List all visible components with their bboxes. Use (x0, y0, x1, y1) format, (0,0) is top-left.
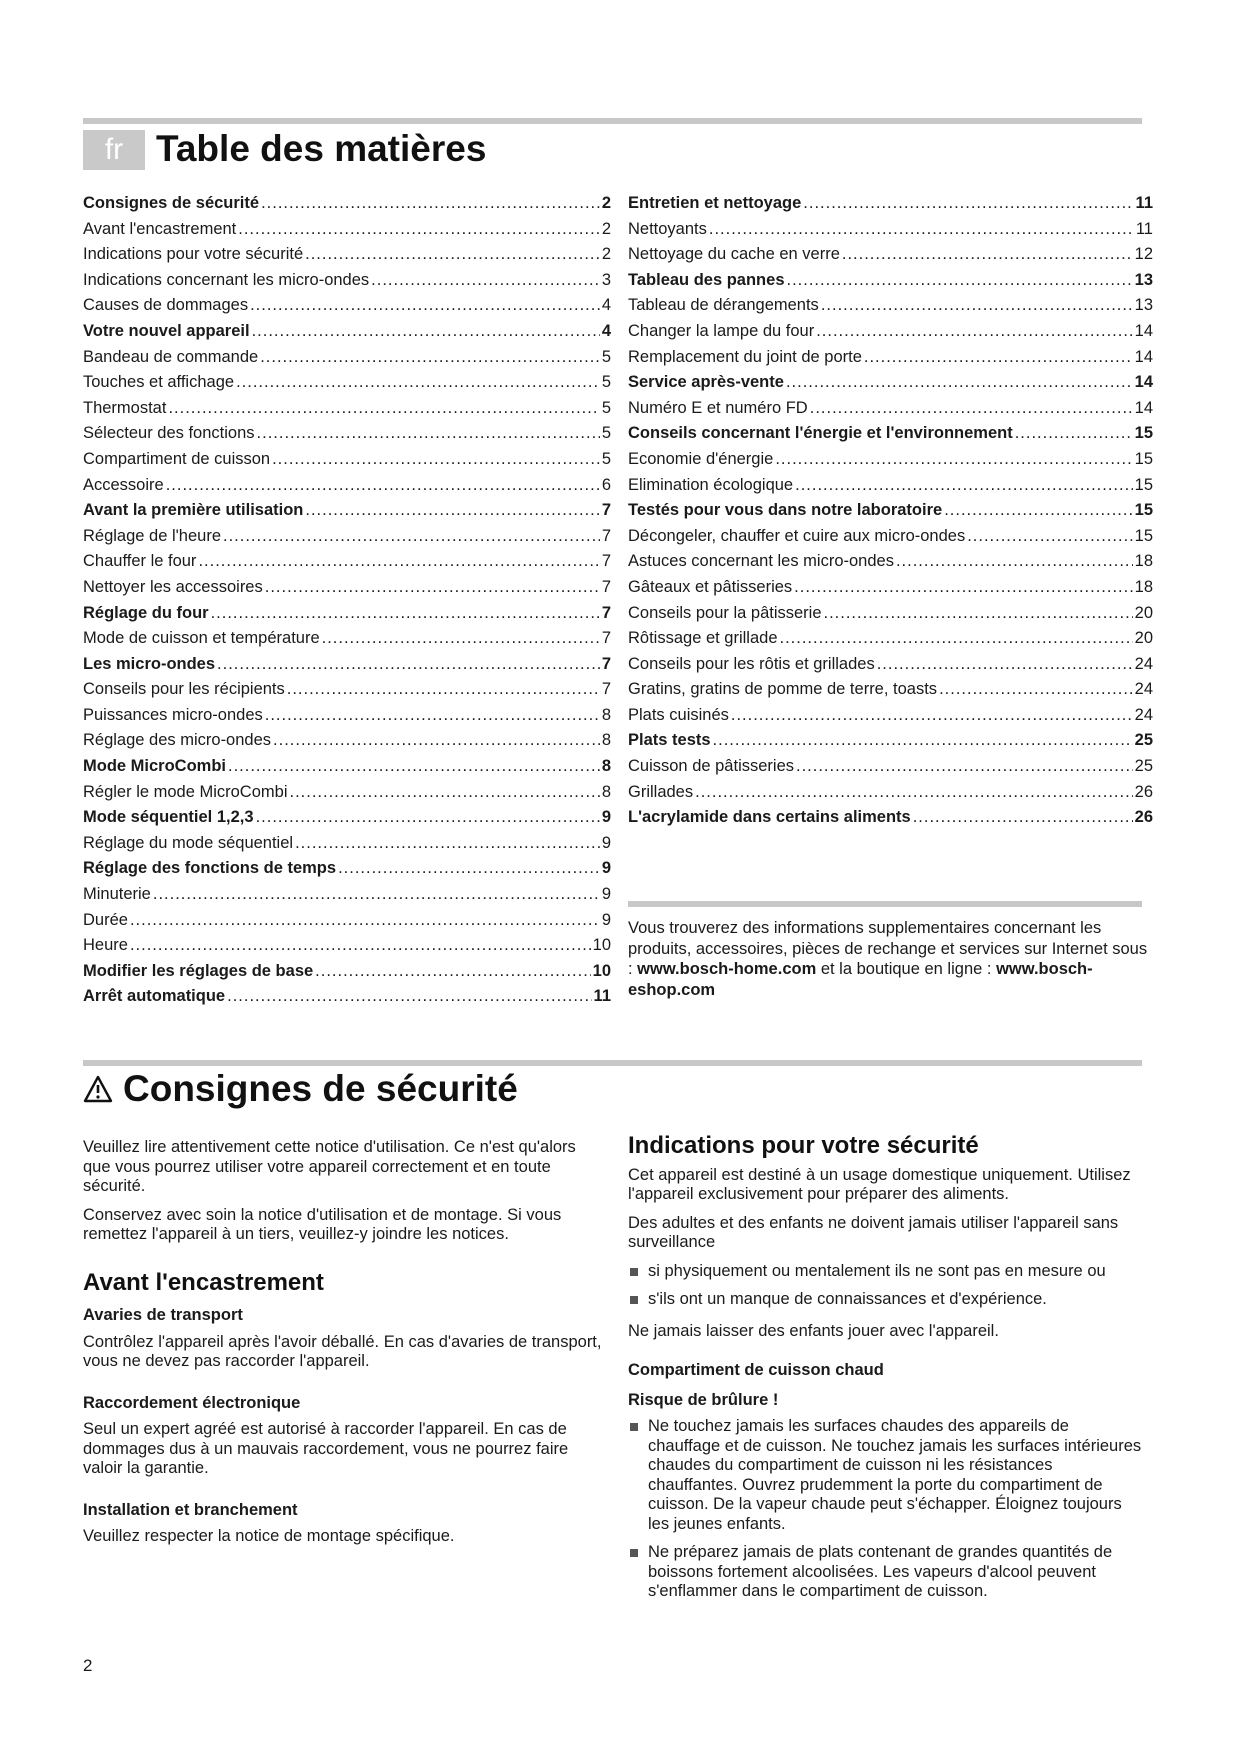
toc-entry[interactable] (628, 348, 1153, 374)
toc-leader-dots (273, 731, 600, 750)
toc-entry-page: 6 (601, 475, 611, 494)
toc-leader-dots (795, 476, 1133, 495)
toc-entry[interactable] (628, 783, 1153, 809)
toc-leader-dots (939, 680, 1133, 699)
toc-entry[interactable] (628, 271, 1153, 297)
toc-entry[interactable] (83, 834, 611, 860)
info-text-2: et la boutique en ligne : (816, 960, 997, 978)
toc-entry[interactable] (628, 629, 1153, 655)
toc-entry[interactable] (83, 322, 611, 348)
info-text-1: Vous trouverez des informations supplementaires concernant les produits, accessoires, pièces de rechange et services sur Internet sous : (628, 919, 1148, 978)
toc-entry-label: Nettoyage du cache en verre (628, 245, 840, 264)
safety-intro-2: Conservez avec soin la notice d'utilisation et de montage. Si vous remettez l'appareil à un tiers, veuillez-y joindre les notices. (83, 1205, 562, 1243)
toc-entry-label: Chauffer le four (83, 552, 197, 571)
toc-leader-dots (1015, 424, 1133, 443)
toc-entry[interactable] (628, 245, 1153, 271)
toc-leader-dots (211, 604, 600, 623)
toc-leader-dots (786, 373, 1133, 392)
toc-entry[interactable] (83, 911, 611, 937)
toc-leader-dots (695, 783, 1133, 802)
toc-entry-label: Mode de cuisson et température (83, 629, 320, 648)
toc-entry[interactable] (628, 731, 1153, 757)
transport-text: Contrôlez l'appareil après l'avoir déballé. En cas d'avaries de transport, vous ne devez pas raccorder l'appareil. (83, 1332, 602, 1370)
toc-entry[interactable] (83, 271, 611, 297)
toc-entry[interactable] (628, 501, 1153, 527)
toc-entry-label: Touches et affichage (83, 373, 235, 392)
toc-entry-page: 14 (1134, 373, 1153, 392)
toc-entry-label: Tableau de dérangements (628, 296, 819, 315)
toc-entry-page: 11 (593, 987, 611, 1006)
install-text: Veuillez respecter la notice de montage spécifique. (83, 1527, 455, 1545)
toc-leader-dots (252, 322, 600, 341)
info-rule (628, 901, 1142, 907)
toc-entry-page: 15 (1134, 424, 1153, 443)
toc-leader-dots (260, 348, 600, 367)
safety-intro-1: Veuillez lire attentivement cette notice d'utilisation. Ce n'est qu'alors que vous pourrez utiliser votre appareil correctement et en toute sécurité. (83, 1138, 576, 1195)
toc-entry-label: Minuterie (83, 885, 151, 904)
toc-entry[interactable] (83, 220, 611, 246)
toc-leader-dots (913, 808, 1133, 827)
toc-entry-page: 9 (601, 808, 611, 827)
toc-leader-dots (803, 194, 1133, 213)
toc-entry-label: Conseils pour les rôtis et grillades (628, 654, 875, 673)
toc-entry-page: 5 (601, 424, 611, 443)
toc-entry-label: Elimination écologique (628, 475, 794, 494)
toc-entry-label: Nettoyer les accessoires (83, 577, 263, 596)
toc-entry-label: Mode MicroCombi (83, 757, 226, 776)
toc-entry[interactable] (628, 808, 1153, 834)
toc-entry-label: Réglage du four (83, 603, 209, 622)
toc-entry-label: Economie d'énergie (628, 449, 774, 468)
toc-entry[interactable] (83, 629, 611, 655)
toc-leader-dots (821, 296, 1133, 315)
info-box (628, 918, 1148, 1000)
toc-entry-page: 26 (1134, 782, 1153, 801)
indications-heading: Indications pour votre sécurité (628, 1132, 979, 1159)
toc-entry-label: Cuisson de pâtisseries (628, 757, 794, 776)
toc-entry-page: 11 (1135, 194, 1153, 212)
toc-entry-label: Thermostat (83, 398, 167, 417)
toc-leader-dots (864, 348, 1133, 367)
toc-entry[interactable] (628, 655, 1153, 681)
raccord-text: Seul un expert agréé est autorisé à raccorder l'appareil. En cas de dommages dus à un mauvais raccordement, vous ne pourrez faire valoir la garantie. (83, 1420, 569, 1477)
toc-entry[interactable] (83, 578, 611, 604)
toc-entry[interactable] (83, 476, 611, 502)
toc-entry[interactable] (628, 604, 1153, 630)
toc-leader-dots (944, 501, 1132, 520)
toc-entry-label: Votre nouvel appareil (83, 321, 250, 340)
toc-right-column (628, 194, 1153, 834)
toc-entry-page: 7 (601, 577, 611, 596)
toc-entry[interactable] (83, 757, 611, 783)
language-tag: fr (83, 130, 145, 170)
toc-entry-label: Réglage du mode séquentiel (83, 833, 294, 852)
toc-top-rule (83, 118, 1142, 124)
toc-entry-label: Mode séquentiel 1,2,3 (83, 808, 254, 827)
install-heading: Installation et branchement (83, 1500, 298, 1519)
toc-entry-page: 15 (1134, 449, 1153, 468)
toc-entry-label: Numéro E et numéro FD (628, 398, 808, 417)
toc-entry-page: 12 (1134, 245, 1153, 264)
toc-leader-dots (315, 962, 590, 981)
toc-leader-dots (238, 220, 600, 239)
toc-entry[interactable] (83, 680, 611, 706)
toc-entry[interactable] (83, 194, 611, 220)
indications-text-1: Cet appareil est destiné à un usage domestique uniquement. Utilisez l'appareil exclusivement pour préparer des aliments. (628, 1165, 1131, 1203)
toc-entry-page: 7 (601, 603, 611, 622)
toc-leader-dots (287, 680, 600, 699)
toc-entry-label: L'acrylamide dans certains aliments (628, 808, 911, 827)
toc-entry[interactable] (83, 527, 611, 553)
toc-entry-label: Gratins, gratins de pomme de terre, toasts (628, 680, 938, 699)
toc-entry-label: Service après-vente (628, 373, 784, 392)
toc-entry-page: 4 (601, 321, 611, 340)
toc-entry-page: 20 (1134, 603, 1153, 622)
toc-entry-page: 8 (601, 731, 611, 750)
chaud-heading: Compartiment de cuisson chaud (628, 1361, 884, 1379)
toc-entry-page: 11 (1135, 219, 1153, 238)
toc-entry-label: Durée (83, 910, 128, 929)
toc-leader-dots (780, 629, 1133, 648)
toc-entry-label: Nettoyants (628, 219, 707, 238)
list-item (628, 1417, 1143, 1534)
toc-entry-label: Conseils pour la pâtisserie (628, 603, 822, 622)
toc-entry-label: Causes de dommages (83, 296, 249, 315)
toc-entry-label: Modifier les réglages de base (83, 961, 314, 980)
toc-entry[interactable] (83, 962, 611, 988)
toc-entry-page: 8 (601, 705, 611, 724)
toc-leader-dots (731, 706, 1133, 725)
toc-leader-dots (787, 271, 1133, 290)
toc-entry-page: 13 (1134, 270, 1153, 289)
toc-entry[interactable] (628, 220, 1153, 246)
toc-entry-label: Entretien et nettoyage (628, 194, 802, 212)
toc-entry[interactable] (83, 731, 611, 757)
toc-entry[interactable] (628, 194, 1153, 220)
toc-leader-dots (967, 527, 1132, 546)
toc-entry-page: 9 (601, 910, 611, 929)
toc-leader-dots (250, 296, 600, 315)
toc-entry-label: Avant la première utilisation (83, 501, 304, 520)
raccord-heading: Raccordement électronique (83, 1393, 301, 1412)
toc-entry-label: Consignes de sécurité (83, 194, 260, 212)
toc-entry-label: Indications pour votre sécurité (83, 245, 304, 264)
bosch-home-link[interactable]: www.bosch-home.com (637, 960, 817, 978)
toc-leader-dots (168, 399, 599, 418)
toc-leader-dots (166, 476, 600, 495)
bullet-icon (630, 1549, 638, 1557)
toc-entry-page: 2 (601, 245, 611, 264)
toc-entry-label: Rôtissage et grillade (628, 629, 778, 648)
brulure-heading: Risque de brûlure ! (628, 1390, 779, 1409)
toc-leader-dots (290, 783, 600, 802)
toc-leader-dots (305, 245, 600, 264)
toc-entry-page: 10 (592, 936, 611, 955)
toc-entry-label: Les micro-ondes (83, 654, 216, 673)
toc-entry[interactable] (83, 655, 611, 681)
list-item (628, 1543, 1143, 1602)
toc-entry[interactable] (83, 373, 611, 399)
toc-entry-label: Accessoire (83, 475, 164, 494)
safety-title (83, 1068, 518, 1110)
toc-entry[interactable] (83, 424, 611, 450)
toc-entry-label: Avant l'encastrement (83, 219, 237, 238)
toc-leader-dots (217, 655, 600, 674)
toc-entry-page: 7 (601, 629, 611, 648)
toc-leader-dots (810, 399, 1133, 418)
toc-leader-dots (265, 706, 600, 725)
toc-leader-dots (261, 194, 600, 213)
toc-entry-label: Gâteaux et pâtisseries (628, 577, 793, 596)
toc-entry-label: Grillades (628, 782, 694, 801)
toc-entry[interactable] (83, 399, 611, 425)
bullet-icon (630, 1268, 638, 1276)
toc-entry[interactable] (628, 527, 1153, 553)
toc-entry[interactable] (628, 578, 1153, 604)
toc-leader-dots (130, 936, 591, 955)
toc-entry-page: 24 (1134, 654, 1153, 673)
toc-leader-dots (227, 987, 591, 1006)
toc-entry-page: 9 (601, 833, 611, 852)
toc-entry-page: 14 (1134, 398, 1153, 417)
toc-entry[interactable] (83, 245, 611, 271)
warning-icon (83, 1075, 113, 1103)
toc-entry-label: Conseils pour les récipients (83, 680, 285, 699)
toc-entry-label: Sélecteur des fonctions (83, 424, 255, 443)
toc-leader-dots (816, 322, 1132, 341)
toc-entry-page: 7 (601, 501, 611, 520)
toc-entry-page: 15 (1134, 526, 1153, 545)
toc-entry[interactable] (628, 552, 1153, 578)
toc-entry-label: Testés pour vous dans notre laboratoire (628, 501, 943, 520)
toc-leader-dots (295, 834, 600, 853)
bullet-text: Ne touchez jamais les surfaces chaudes des appareils de chauffage et de cuisson. Ne touchez jamais les surfaces intérieures chaudes du compartiment de cuisson ni les résistances chauffantes. Ouvrez prudemment la porte du compartiment de cuisson. De la vapeur chaude peut s'échapper. Éloignez toujours les jeunes enfants. (648, 1417, 1142, 1533)
toc-leader-dots (371, 271, 600, 290)
toc-entry-label: Indications concernant les micro-ondes (83, 270, 370, 289)
toc-entry[interactable] (628, 373, 1153, 399)
toc-entry-label: Réglage de l'heure (83, 526, 222, 545)
toc-entry-page: 25 (1134, 757, 1153, 776)
toc-entry[interactable] (628, 476, 1153, 502)
toc-entry-page: 9 (601, 859, 611, 878)
toc-leader-dots (796, 757, 1133, 776)
page-number: 2 (83, 1656, 93, 1675)
toc-entry-page: 18 (1134, 552, 1153, 571)
toc-entry[interactable] (83, 936, 611, 962)
toc-entry[interactable] (83, 450, 611, 476)
toc-leader-dots (130, 911, 600, 930)
toc-entry[interactable] (83, 885, 611, 911)
bullet-icon (630, 1296, 638, 1304)
toc-entry-page: 5 (601, 398, 611, 417)
indications-text-3: Ne jamais laisser des enfants jouer avec l'appareil. (628, 1321, 999, 1340)
toc-entry-page: 4 (601, 296, 611, 315)
toc-leader-dots (338, 859, 600, 878)
toc-entry-page: 15 (1134, 475, 1153, 494)
toc-leader-dots (223, 527, 600, 546)
toc-leader-dots (265, 578, 600, 597)
toc-leader-dots (877, 655, 1133, 674)
toc-leader-dots (236, 373, 600, 392)
list-item (628, 1262, 1143, 1282)
toc-entry[interactable] (83, 296, 611, 322)
toc-entry-page: 5 (601, 449, 611, 468)
toc-entry-page: 13 (1134, 296, 1153, 315)
toc-leader-dots (824, 604, 1133, 623)
toc-entry-page: 20 (1134, 629, 1153, 648)
toc-entry-page: 7 (601, 526, 611, 545)
toc-entry-label: Régler le mode MicroCombi (83, 782, 288, 801)
avant-heading: Avant l'encastrement (83, 1268, 324, 1296)
safety-left-column (83, 1138, 603, 1556)
toc-entry[interactable] (628, 680, 1153, 706)
toc-entry-page: 25 (1134, 731, 1153, 750)
toc-leader-dots (272, 450, 600, 469)
toc-entry-label: Astuces concernant les micro-ondes (628, 552, 894, 571)
toc-entry-label: Puissances micro-ondes (83, 705, 263, 724)
toc-entry-page: 24 (1134, 705, 1153, 724)
toc-entry[interactable] (628, 706, 1153, 732)
transport-heading: Avaries de transport (83, 1306, 243, 1324)
toc-left-column (83, 194, 611, 1013)
safety-top-rule (83, 1060, 1142, 1066)
toc-entry-page: 8 (601, 782, 611, 801)
toc-entry-page: 2 (601, 219, 611, 238)
toc-entry-page: 7 (601, 654, 611, 673)
toc-entry[interactable] (628, 757, 1153, 783)
toc-entry-page: 14 (1134, 321, 1153, 340)
toc-entry-page: 18 (1134, 577, 1153, 596)
toc-entry-page: 26 (1134, 808, 1153, 827)
toc-entry[interactable] (83, 783, 611, 809)
safety-right-column (628, 1132, 1143, 1611)
toc-entry[interactable] (628, 296, 1153, 322)
toc-leader-dots (775, 450, 1132, 469)
toc-entry-label: Arrêt automatique (83, 987, 226, 1006)
toc-entry-label: Plats cuisinés (628, 705, 729, 724)
toc-entry-page: 10 (592, 961, 611, 980)
toc-entry[interactable] (83, 501, 611, 527)
toc-leader-dots (322, 629, 600, 648)
toc-entry-page: 2 (601, 194, 611, 212)
toc-entry-label: Compartiment de cuisson (83, 449, 271, 468)
toc-entry-label: Conseils concernant l'énergie et l'environnement (628, 424, 1013, 443)
safety-title-text: Consignes de sécurité (123, 1068, 518, 1109)
toc-title: Table des matières (156, 128, 487, 169)
bullet-text: si physiquement ou mentalement ils ne sont pas en mesure ou (648, 1261, 1106, 1280)
toc-entry[interactable] (628, 322, 1153, 348)
toc-leader-dots (709, 220, 1134, 239)
toc-leader-dots (305, 501, 599, 520)
toc-leader-dots (257, 424, 600, 443)
toc-entry-page: 7 (601, 680, 611, 699)
indications-text-2: Des adultes et des enfants ne doivent jamais utiliser l'appareil sans surveillance (628, 1213, 1119, 1251)
toc-entry-label: Plats tests (628, 731, 711, 750)
toc-entry-page: 9 (601, 885, 611, 904)
toc-entry-page: 3 (601, 270, 611, 289)
toc-entry[interactable] (83, 552, 611, 578)
toc-entry-label: Réglage des fonctions de temps (83, 859, 337, 878)
toc-leader-dots (228, 757, 600, 776)
toc-entry-page: 14 (1134, 347, 1153, 366)
toc-entry[interactable] (628, 450, 1153, 476)
toc-entry-page: 7 (601, 552, 611, 571)
toc-entry-label: Heure (83, 936, 128, 955)
toc-entry-label: Bandeau de commande (83, 347, 259, 366)
toc-leader-dots (153, 885, 600, 904)
list-item (628, 1290, 1143, 1310)
toc-leader-dots (256, 808, 600, 827)
toc-entry-label: Réglage des micro-ondes (83, 731, 272, 750)
toc-leader-dots (198, 552, 599, 571)
toc-entry-page: 5 (601, 347, 611, 366)
bullet-text: s'ils ont un manque de connaissances et d'expérience. (648, 1290, 1047, 1308)
toc-entry[interactable] (83, 808, 611, 834)
toc-entry[interactable] (83, 859, 611, 885)
toc-entry[interactable] (83, 604, 611, 630)
toc-entry-label: Décongeler, chauffer et cuire aux micro-ondes (628, 526, 966, 545)
toc-leader-dots (713, 731, 1133, 750)
toc-entry-page: 5 (601, 373, 611, 392)
bullet-icon (630, 1423, 638, 1431)
toc-entry-page: 15 (1134, 501, 1153, 520)
toc-leader-dots (896, 552, 1133, 571)
bullet-text: Ne préparez jamais de plats contenant de grandes quantités de boissons fortement alcoolisées. Les vapeurs d'alcool peuvent s'enflammer dans le compartiment de cuisson. (648, 1543, 1113, 1600)
toc-entry[interactable] (83, 987, 611, 1013)
toc-leader-dots (794, 578, 1132, 597)
toc-entry[interactable] (83, 348, 611, 374)
toc-entry-label: Changer la lampe du four (628, 321, 815, 340)
toc-entry[interactable] (628, 424, 1153, 450)
toc-entry[interactable] (628, 399, 1153, 425)
bosch-eshop-link[interactable]: www.bosch-eshop.com (628, 960, 1093, 999)
toc-leader-dots (842, 245, 1133, 264)
toc-entry-page: 24 (1134, 680, 1153, 699)
toc-entry[interactable] (83, 706, 611, 732)
toc-entry-label: Tableau des pannes (628, 270, 785, 289)
toc-entry-page: 8 (601, 757, 611, 776)
toc-entry-label: Remplacement du joint de porte (628, 347, 862, 366)
